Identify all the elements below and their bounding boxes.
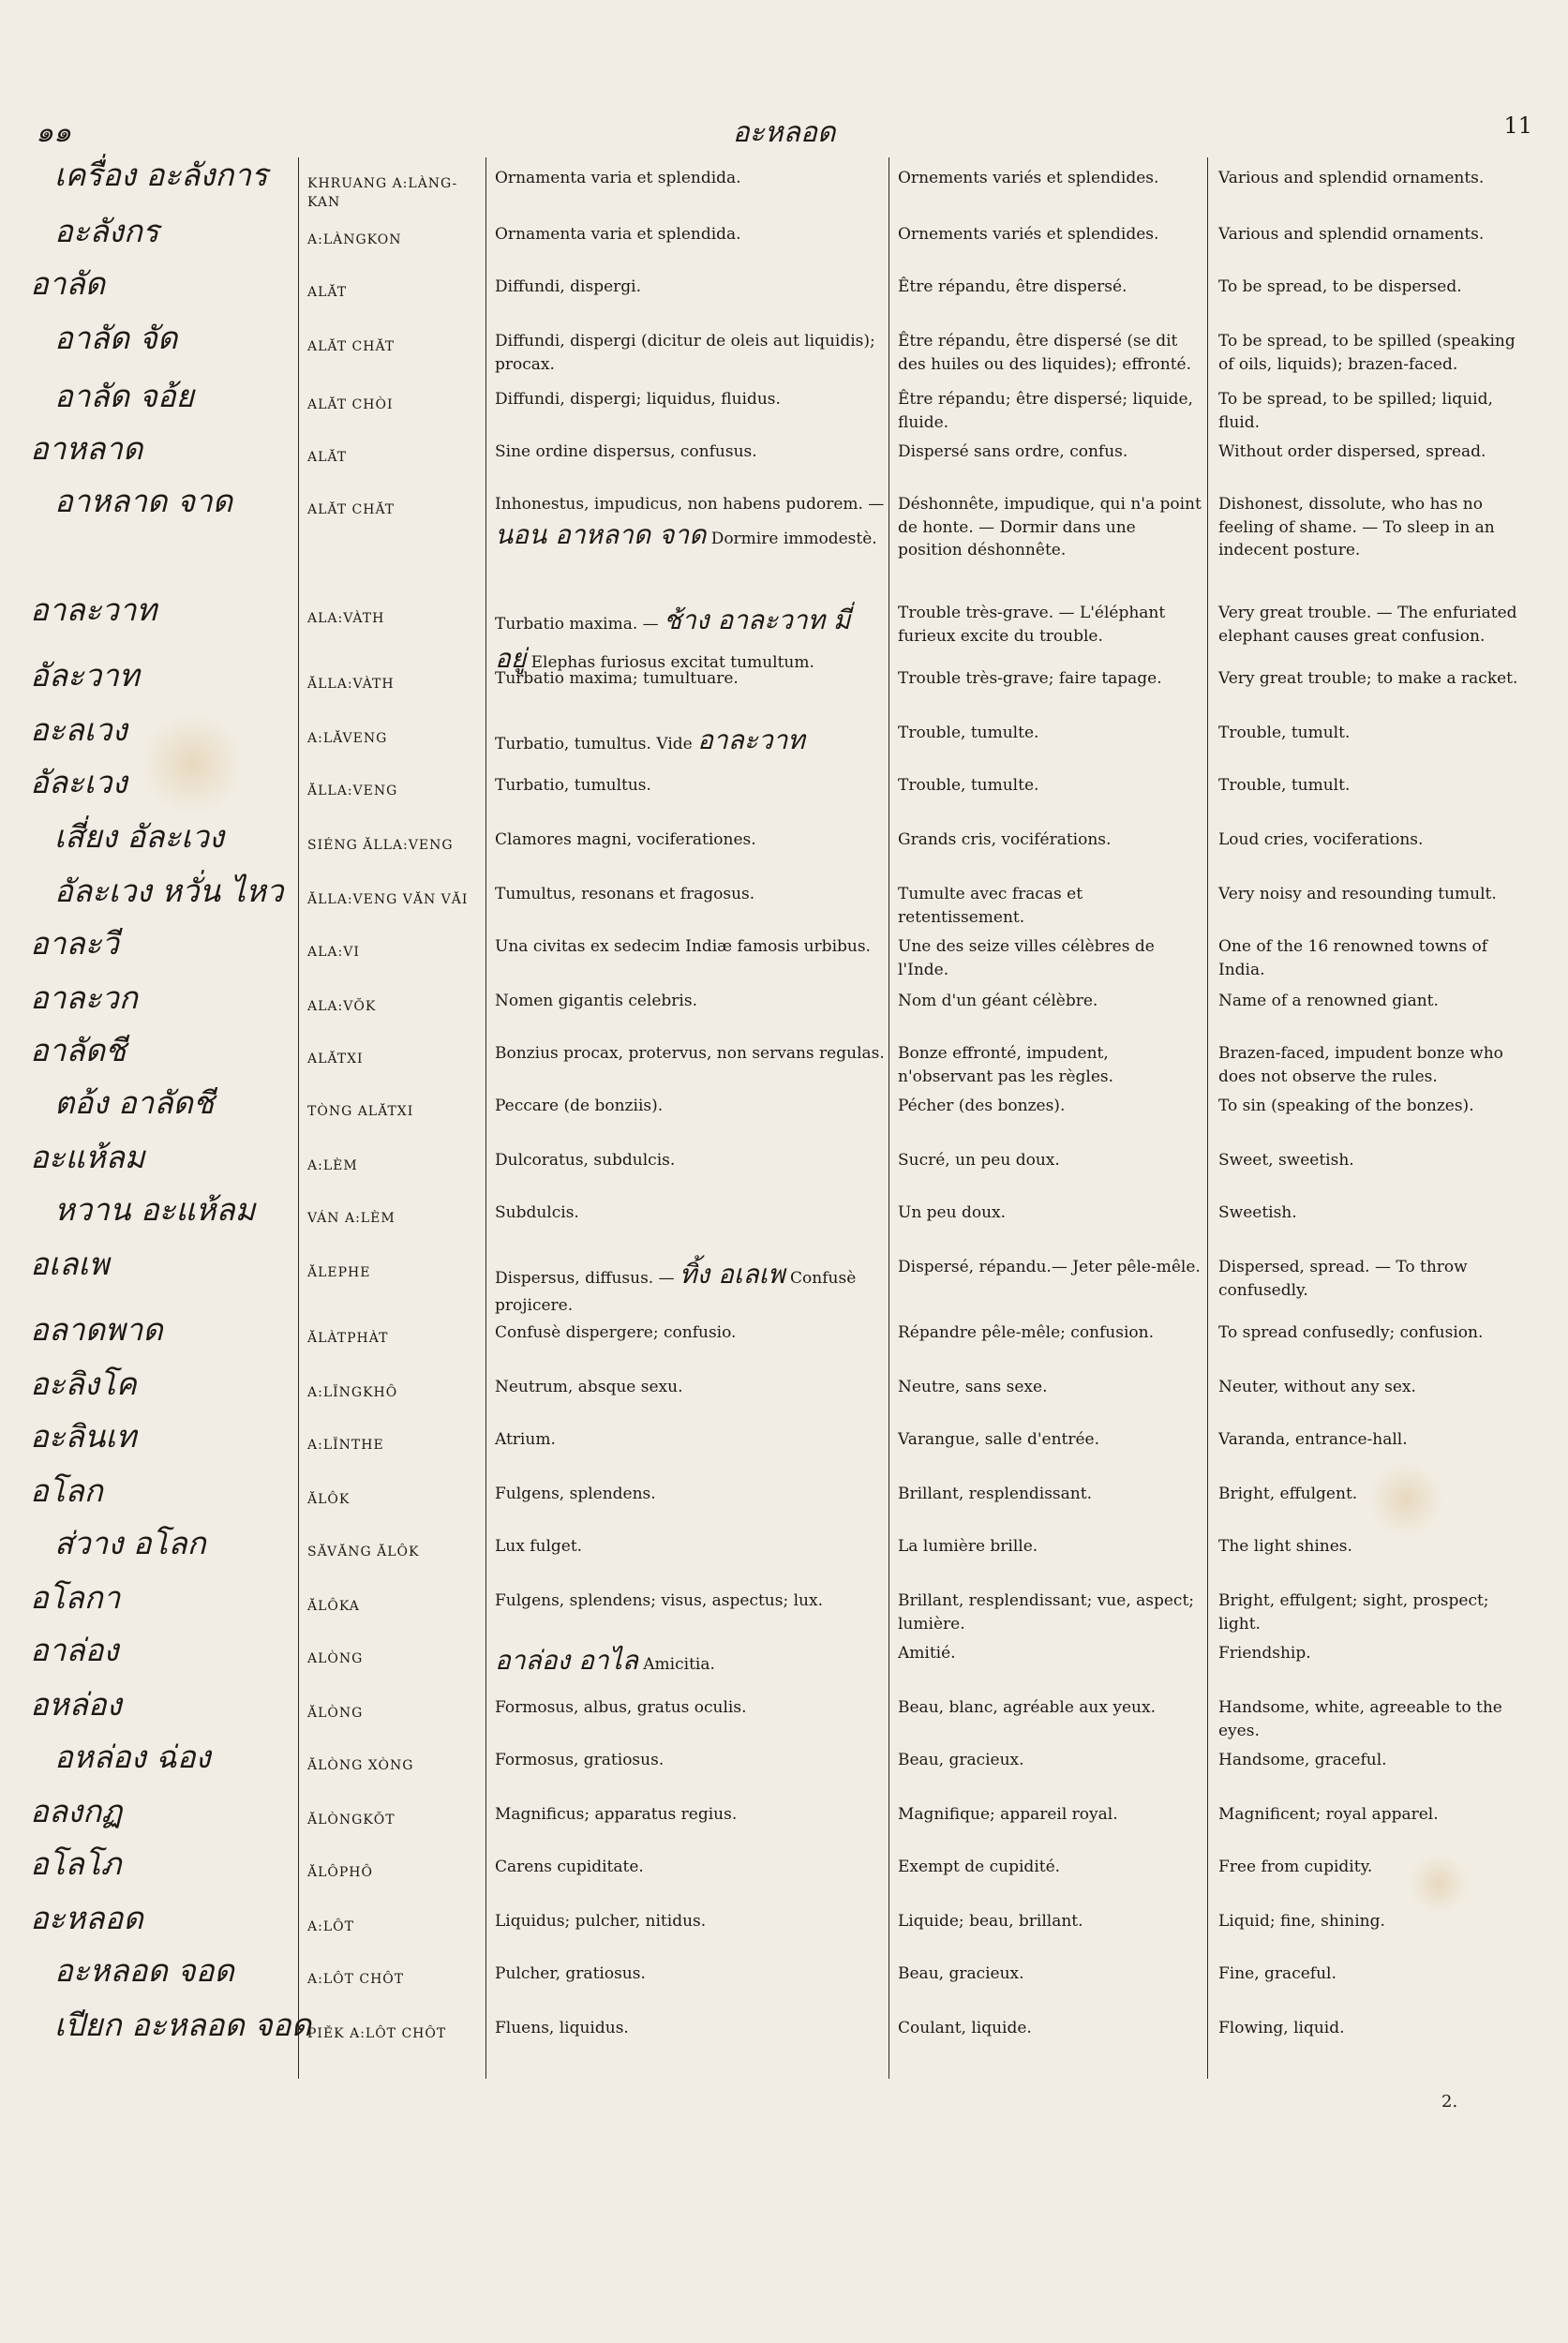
french-definition: Ornements variés et splendides. <box>898 169 1159 187</box>
thai-headword: อาหลาด <box>30 430 143 467</box>
latin-definition: Formosus, albus, gratus oculis. <box>495 1698 747 1717</box>
romanization: ALÒNG <box>307 1651 364 1666</box>
english-definition: Free from cupidity. <box>1218 1858 1373 1876</box>
french-definition: Trouble, tumulte. <box>898 776 1039 795</box>
thai-headword: อาละวก <box>30 979 138 1016</box>
english-definition: Without order dispersed, spread. <box>1218 442 1486 461</box>
latin-text: Inhonestus, impudicus, non habens pudorem. — <box>495 495 885 514</box>
latin-definition: Turbatio maxima; tumultuare. <box>495 669 739 688</box>
french-definition: Exempt de cupidité. <box>898 1858 1061 1876</box>
latin-definition: Fulgens, splendens. <box>495 1485 656 1503</box>
latin-definition: Bonzius procax, protervus, non servans regulas. <box>495 1044 885 1063</box>
entry-row <box>0 925 1568 982</box>
entry-row <box>0 1793 1568 1848</box>
entry-row <box>0 485 1568 594</box>
english-definition: Bright, effulgent. <box>1218 1485 1358 1503</box>
entry-row <box>0 1845 1568 1903</box>
thai-headword: อาลัด จอ้ย <box>54 378 194 414</box>
thai-example: ทิ้ง อเลเพ <box>679 1259 785 1290</box>
thai-headword: อะหลอด จอด <box>54 1952 234 1989</box>
entry-row <box>0 2009 1568 2062</box>
french-definition: Un peu doux. <box>898 1203 1007 1222</box>
thai-headword: อโลโภ <box>30 1845 122 1882</box>
french-definition: Trouble, tumulte. <box>898 724 1039 742</box>
english-definition: Sweetish. <box>1218 1203 1297 1222</box>
thai-headword: อาหลาด จาด <box>54 483 233 519</box>
thai-headword: อาล่อง <box>30 1632 119 1668</box>
thai-headword: เครื่อง อะลังการ <box>54 157 268 193</box>
english-definition: Very great trouble; to make a racket. <box>1218 669 1518 688</box>
romanization: A:LĂVENG <box>307 731 388 746</box>
romanization: ĂLLA:VENG <box>307 783 398 798</box>
french-definition: Ornements variés et splendides. <box>898 225 1159 244</box>
english-definition: To be spread, to be spilled; liquid, fluid. <box>1218 390 1493 432</box>
romanization: ĂLÒNG <box>307 1706 364 1721</box>
romanization: VÁN A:LÈM <box>307 1211 396 1226</box>
entry-row <box>0 657 1568 714</box>
latin-example-gloss: Amicitia. <box>643 1655 715 1674</box>
thai-headword: เปียก อะหลอด จอด <box>54 2007 311 2043</box>
thai-headword: อหล่อง <box>30 1686 122 1723</box>
romanization: ALĂT CHĂT <box>307 502 396 517</box>
french-definition: Magnifique; appareil royal. <box>898 1805 1118 1824</box>
english-definition: The light shines. <box>1218 1537 1352 1556</box>
french-definition: Amitié. <box>898 1644 956 1663</box>
entry-row <box>0 818 1568 875</box>
entry-row <box>0 1139 1568 1194</box>
french-definition: Une des seize villes célèbres de l'Inde. <box>898 937 1155 979</box>
english-definition: Friendship. <box>1218 1644 1311 1663</box>
thai-headword: อหล่อง ฉ่อง <box>54 1739 211 1775</box>
latin-definition: Pulcher, gratiosus. <box>495 1964 646 1983</box>
thai-headword: เสี่ยง อัละเวง <box>54 818 225 855</box>
latin-definition: Magnificus; apparatus regius. <box>495 1805 738 1824</box>
english-definition: Magnificent; royal apparel. <box>1218 1805 1439 1824</box>
entry-row <box>0 265 1568 322</box>
french-definition: Brillant, resplendissant; vue, aspect; lumière. <box>898 1591 1195 1634</box>
french-definition: Bonze effronté, impudent, n'observant pas les règles. <box>898 1044 1114 1086</box>
romanization: SĂVĂNG ĂLÔK <box>307 1545 420 1560</box>
english-definition: Varanda, entrance-hall. <box>1218 1430 1408 1449</box>
latin-definition: Nomen gigantis celebris. <box>495 992 697 1010</box>
entry-row <box>0 1418 1568 1475</box>
english-definition: Loud cries, vociferations. <box>1218 830 1424 849</box>
french-definition: Trouble très-grave; faire tapage. <box>898 669 1162 688</box>
romanization: ALĂT <box>307 285 348 300</box>
french-definition: Liquide; beau, brillant. <box>898 1912 1083 1931</box>
page-header <box>0 111 1568 148</box>
signature-mark: 2. <box>1441 2092 1458 2112</box>
romanization: ĂLÔK <box>307 1492 351 1507</box>
french-definition: Trouble très-grave. — L'éléphant furieux excite du trouble. <box>898 604 1166 646</box>
romanization: ALA:VÀTH <box>307 611 385 626</box>
french-definition: Être répandu, être dispersé. <box>898 277 1127 296</box>
english-definition: Trouble, tumult. <box>1218 776 1351 795</box>
romanization: ALĂT CHÒI <box>307 397 394 412</box>
latin-definition: Lux fulget. <box>495 1537 583 1556</box>
latin-definition: Liquidus; pulcher, nitidus. <box>495 1912 707 1931</box>
english-definition: Bright, effulgent; sight, prospect; light. <box>1218 1591 1489 1634</box>
page-number-thai: ๑๑ <box>36 116 72 149</box>
entry-row <box>0 1191 1568 1248</box>
french-definition: La lumière brille. <box>898 1537 1038 1556</box>
french-definition: Grands cris, vociférations. <box>898 830 1112 849</box>
latin-definition: Fluens, liquidus. <box>495 2019 629 2037</box>
english-definition: Brazen-faced, impudent bonze who does not observe the rules. <box>1218 1044 1503 1086</box>
romanization: ĂLÀTPHÀT <box>307 1331 389 1346</box>
french-definition: Nom d'un géant célèbre. <box>898 992 1098 1010</box>
entry-row <box>0 979 1568 1035</box>
thai-headword: อะลินเท <box>30 1418 137 1455</box>
thai-headword: อะลังกร <box>54 213 159 249</box>
thai-headword: ตอ้ง อาลัดชี <box>54 1084 215 1121</box>
romanization: A:LÀNGKON <box>307 232 402 247</box>
entry-row <box>0 591 1568 674</box>
entry-row <box>0 711 1568 767</box>
thai-headword: อัละวาท <box>30 657 140 694</box>
latin-definition: Formosus, gratiosus. <box>495 1751 665 1769</box>
thai-example: ช้าง อาละวาท มี่ อยู่ <box>495 604 851 674</box>
thai-headword: อเลเพ <box>30 1246 110 1282</box>
french-definition: Déshonnête, impudique, qui n'a point de honte. — Dormir dans une position déshonnête. <box>898 495 1202 560</box>
entry-row <box>0 213 1568 268</box>
romanization: ALĂTXI <box>307 1052 364 1067</box>
latin-definition <box>495 493 889 554</box>
thai-headword: อะหลอด <box>30 1900 143 1936</box>
thai-headword: อโลกา <box>30 1579 121 1616</box>
latin-definition <box>495 1642 889 1680</box>
english-definition: One of the 16 renowned towns of India. <box>1218 937 1487 979</box>
english-definition: Various and splendid ornaments. <box>1218 225 1485 244</box>
entry-row <box>0 378 1568 433</box>
thai-headword: หวาน อะแห้ลม <box>54 1191 256 1228</box>
latin-definition: Una civitas ex sedecim Indiæ famosis urbibus. <box>495 937 871 956</box>
romanization: SIÉNG ĂLLA:VENG <box>307 838 454 853</box>
latin-text: Turbatio, tumultus. Vide <box>495 735 693 754</box>
thai-example: อาละวาท <box>697 724 805 755</box>
latin-definition <box>495 722 889 760</box>
entry-row <box>0 1248 1568 1314</box>
romanization: ALĂT <box>307 450 348 465</box>
thai-example: นอน อาหลาด จาด <box>495 518 707 550</box>
thai-headword: อาละวาท <box>30 591 157 628</box>
french-definition: Coulant, liquide. <box>898 2019 1032 2037</box>
french-definition: Brillant, resplendissant. <box>898 1485 1092 1503</box>
romanization: ĂLÔKA <box>307 1599 360 1614</box>
english-definition: Dishonest, dissolute, who has no feeling of shame. — To sleep in an indecent posture. <box>1218 495 1495 560</box>
thai-headword: อัละเวง หวั่น ไหว <box>54 873 284 909</box>
latin-definition: Clamores magni, vociferationes. <box>495 830 756 849</box>
entry-row <box>0 322 1568 381</box>
thai-example: อาล่อง อาไล <box>495 1645 638 1676</box>
english-definition: Various and splendid ornaments. <box>1218 169 1485 187</box>
thai-headword: อาลัด <box>30 265 106 302</box>
entry-row <box>0 1084 1568 1142</box>
thai-headword: อลาดพาด <box>30 1311 163 1348</box>
latin-text: Turbatio maxima. — <box>495 615 659 634</box>
entry-row <box>0 764 1568 821</box>
latin-definition: Dulcoratus, subdulcis. <box>495 1151 676 1170</box>
entry-row <box>0 1686 1568 1741</box>
english-definition: Very noisy and resounding tumult. <box>1218 885 1497 903</box>
english-definition: Liquid; fine, shining. <box>1218 1912 1385 1931</box>
english-definition: Flowing, liquid. <box>1218 2019 1345 2037</box>
romanization: ĂLÒNG XÒNG <box>307 1758 414 1773</box>
latin-definition: Peccare (de bonziis). <box>495 1097 664 1115</box>
thai-headword: อาละวี <box>30 925 119 962</box>
latin-definition: Neutrum, absque sexu. <box>495 1378 683 1396</box>
thai-headword: อะลิงโค <box>30 1366 137 1402</box>
latin-definition: Subdulcis. <box>495 1203 579 1222</box>
english-definition: Name of a renowned giant. <box>1218 992 1439 1010</box>
french-definition: Tumulte avec fracas et retentissement. <box>898 885 1083 927</box>
latin-example-gloss: Elephas furiosus excitat tumultum. <box>530 652 814 672</box>
romanization: ALA:VŎK <box>307 999 377 1014</box>
romanization: A:LĬNTHE <box>307 1438 384 1453</box>
romanization: ALA:VI <box>307 945 360 960</box>
entry-row <box>0 1900 1568 1955</box>
romanization: KHRUANG A:LÀNG-KAN <box>307 176 458 211</box>
romanization: ĂLLA:VÀTH <box>307 677 395 692</box>
french-definition: Beau, blanc, agréable aux yeux. <box>898 1698 1156 1717</box>
romanization: A:LĬNGKHÔ <box>307 1385 398 1400</box>
english-definition: Trouble, tumult. <box>1218 724 1351 742</box>
thai-headword: อาลัดชี <box>30 1032 127 1068</box>
latin-definition: Fulgens, splendens; visus, aspectus; lux. <box>495 1591 823 1610</box>
romanization: PIĚK A:LÔT CHÔT <box>307 2026 447 2041</box>
latin-definition: Diffundi, dispergi. <box>495 277 642 296</box>
entry-row <box>0 1368 1568 1421</box>
latin-example-gloss: Dormire immodestè. <box>710 529 877 548</box>
english-definition: To spread confusedly; confusion. <box>1218 1323 1484 1342</box>
thai-headword: อลงกฏ <box>30 1793 123 1829</box>
running-title: อะหลอด <box>732 116 836 149</box>
english-definition: Dispersed, spread. — To throw confusedly. <box>1218 1258 1468 1300</box>
english-definition: To sin (speaking of the bonzes). <box>1218 1097 1474 1115</box>
english-definition: Neuter, without any sex. <box>1218 1378 1416 1396</box>
latin-definition: Ornamenta varia et splendida. <box>495 225 741 244</box>
thai-headword: ส่วาง อโลก <box>54 1525 206 1561</box>
latin-definition: Confusè dispergere; confusio. <box>495 1323 737 1342</box>
romanization: A:LÔT <box>307 1919 354 1934</box>
latin-definition: Ornamenta varia et splendida. <box>495 169 741 187</box>
latin-definition: Diffundi, dispergi (dicitur de oleis aut liquidis); procax. <box>495 332 875 374</box>
french-definition: Dispersé, répandu.— Jeter pêle-mêle. <box>898 1258 1201 1276</box>
romanization: A:LÔT CHÔT <box>307 1972 405 1987</box>
latin-definition: Carens cupiditate. <box>495 1858 644 1876</box>
latin-definition: Atrium. <box>495 1430 556 1449</box>
thai-headword: อะลเวง <box>30 711 127 748</box>
french-definition: Répandre pêle-mêle; confusion. <box>898 1323 1154 1342</box>
latin-text: Dispersus, diffusus. — <box>495 1269 675 1288</box>
romanization: ĂLÒNGKŎT <box>307 1813 396 1828</box>
thai-headword: อโลก <box>30 1472 103 1509</box>
entry-row <box>0 430 1568 485</box>
entry-row <box>0 1579 1568 1634</box>
romanization: ALĂT CHĂT <box>307 339 396 354</box>
french-definition: Être répandu, être dispersé (se dit des huiles ou des liquides); effronté. <box>898 332 1192 374</box>
english-definition: To be spread, to be dispersed. <box>1218 277 1462 296</box>
thai-headword: อะแห้ลม <box>30 1139 145 1175</box>
entry-row <box>0 1472 1568 1528</box>
thai-headword: อัละเวง <box>30 764 127 800</box>
latin-definition: Turbatio, tumultus. <box>495 776 651 795</box>
romanization: A:LÈM <box>307 1158 358 1173</box>
french-definition: Beau, gracieux. <box>898 1751 1024 1769</box>
latin-definition: Sine ordine dispersus, confusus. <box>495 442 757 461</box>
english-definition: Handsome, white, agreeable to the eyes. <box>1218 1698 1502 1740</box>
french-definition: Varangue, salle d'entrée. <box>898 1430 1100 1449</box>
romanization: TÒNG ALĂTXI <box>307 1104 414 1119</box>
entry-row <box>0 1634 1568 1689</box>
romanization: ĂLÔPHÔ <box>307 1865 373 1880</box>
french-definition: Sucré, un peu doux. <box>898 1151 1060 1170</box>
entry-row <box>0 159 1568 216</box>
latin-definition: Tumultus, resonans et fragosus. <box>495 885 755 903</box>
latin-definition <box>495 1256 889 1317</box>
romanization: ĂLEPHE <box>307 1265 371 1280</box>
romanization: ĂLLA:VENG VĂN VĂI <box>307 892 469 907</box>
entry-list <box>0 159 1568 2062</box>
latin-example-gloss: Confusè projicere. <box>495 1269 857 1315</box>
entry-row <box>0 1952 1568 2009</box>
french-definition: Être répandu; être dispersé; liquide, fluide. <box>898 390 1193 432</box>
entry-row <box>0 1032 1568 1087</box>
entry-row <box>0 875 1568 928</box>
english-definition: Sweet, sweetish. <box>1218 1151 1354 1170</box>
entry-row <box>0 1525 1568 1582</box>
french-definition: Neutre, sans sexe. <box>898 1378 1048 1396</box>
english-definition: Fine, graceful. <box>1218 1964 1337 1983</box>
entry-row <box>0 1311 1568 1368</box>
entry-row <box>0 1741 1568 1796</box>
english-definition: Handsome, graceful. <box>1218 1751 1387 1769</box>
latin-definition: Diffundi, dispergi; liquidus, fluidus. <box>495 390 781 409</box>
french-definition: Beau, gracieux. <box>898 1964 1024 1983</box>
french-definition: Pécher (des bonzes). <box>898 1097 1066 1115</box>
english-definition: Very great trouble. — The enfuriated elephant causes great confusion. <box>1218 604 1517 646</box>
thai-headword: อาลัด จัด <box>54 320 178 356</box>
page-number: 11 <box>1503 112 1532 139</box>
french-definition: Dispersé sans ordre, confus. <box>898 442 1128 461</box>
english-definition: To be spread, to be spilled (speaking of oils, liquids); brazen-faced. <box>1218 332 1516 374</box>
